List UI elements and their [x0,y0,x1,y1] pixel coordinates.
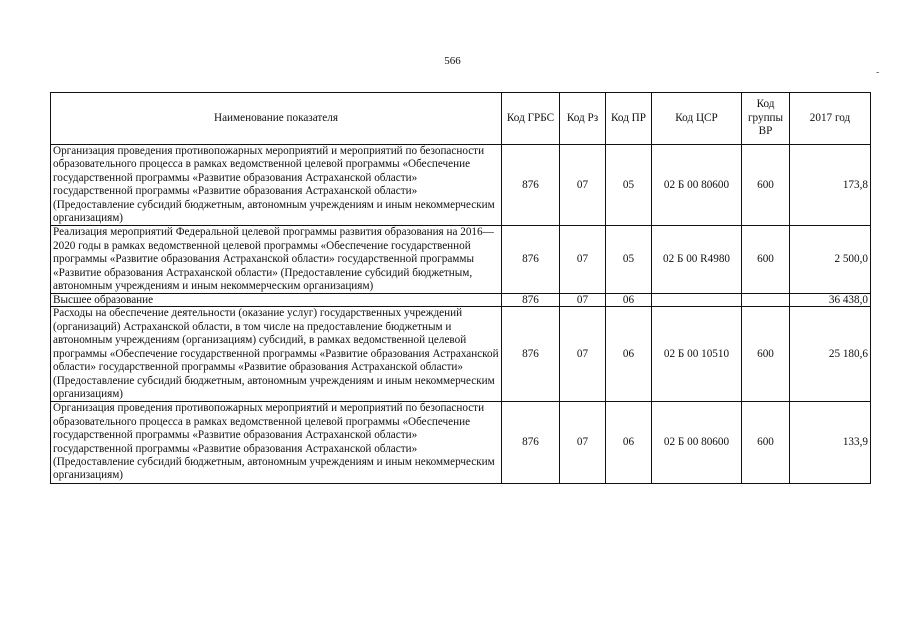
row-csr [652,294,742,307]
row-grbs: 876 [502,402,560,483]
row-pr: 06 [606,294,652,307]
row-name: Организация проведения противопожарных мероприятий и мероприятий по безопасности образовательного процесса в рамках ведомственной целевой программы «Обеспечение государственной программы «Развитие образования Астраханской области» государственной программы «Развитие образования Астраханской области» (Предоставление субсидий бюджетным, автономным учреждениям и иным некоммерческим организациям) [51,402,502,483]
row-pr: 05 [606,145,652,226]
header-rz: Код Рз [560,93,606,145]
row-vr [742,294,790,307]
table-row [51,402,871,483]
row-amount: 25 180,6 [790,307,871,402]
header-year: 2017 год [790,93,871,145]
row-pr: 06 [606,307,652,402]
table-row [51,145,871,226]
row-grbs: 876 [502,145,560,226]
header-csr: Код ЦСР [652,93,742,145]
row-rz: 07 [560,145,606,226]
row-name: Реализация мероприятий Федеральной целевой программы развития образования на 2016—2020 годы в рамках ведомственной целевой программы «Обеспечение государственной программы «Развитие образования Астраханской области» государственной программы «Развитие образования Астраханской области» (Предоставление субсидий бюджетным, автономным учреждениям и иным некоммерческим организациям) [51,226,502,294]
row-csr: 02 Б 00 R4980 [652,226,742,294]
row-amount: 36 438,0 [790,294,871,307]
row-amount: 2 500,0 [790,226,871,294]
row-vr: 600 [742,402,790,483]
row-name: Расходы на обеспечение деятельности (оказание услуг) государственных учреждений (организаций) Астраханской области, в том числе на предоставление бюджетным и автономным учреждениям (организациям) субсидий, в рамках ведомственной целевой программы «Обеспечение государственной программы «Развитие образования Астраханской области» государственной программы «Развитие образования Астраханской области» (Предоставление субсидий бюджетным, автономным учреждениям и иным некоммерческим организациям) [51,307,502,402]
row-csr: 02 Б 00 10510 [652,307,742,402]
row-pr: 05 [606,226,652,294]
corner-mark: - [876,67,880,78]
row-rz: 07 [560,402,606,483]
page-number: 566 [444,55,461,67]
row-amount: 173,8 [790,145,871,226]
row-vr: 600 [742,226,790,294]
row-csr: 02 Б 00 80600 [652,145,742,226]
table-row [51,294,871,307]
header-name: Наименование показателя [51,93,502,145]
row-rz: 07 [560,294,606,307]
table-row [51,226,871,294]
row-vr: 600 [742,307,790,402]
row-grbs: 876 [502,294,560,307]
row-vr: 600 [742,145,790,226]
row-grbs: 876 [502,226,560,294]
header-grbs: Код ГРБС [502,93,560,145]
row-rz: 07 [560,226,606,294]
row-amount: 133,9 [790,402,871,483]
row-name: Высшее образование [51,294,502,307]
table-row [51,307,871,402]
budget-table [50,92,871,484]
header-pr: Код ПР [606,93,652,145]
row-pr: 06 [606,402,652,483]
row-rz: 07 [560,307,606,402]
row-grbs: 876 [502,307,560,402]
header-vr: Код группы ВР [742,93,790,145]
header-row [51,93,871,145]
row-name: Организация проведения противопожарных мероприятий и мероприятий по безопасности образовательного процесса в рамках ведомственной целевой программы «Обеспечение государственной программы «Развитие образования Астраханской области» государственной программы «Развитие образования Астраханской области» (Предоставление субсидий бюджетным, автономным учреждениям и иным некоммерческим организациям) [51,145,502,226]
row-csr: 02 Б 00 80600 [652,402,742,483]
